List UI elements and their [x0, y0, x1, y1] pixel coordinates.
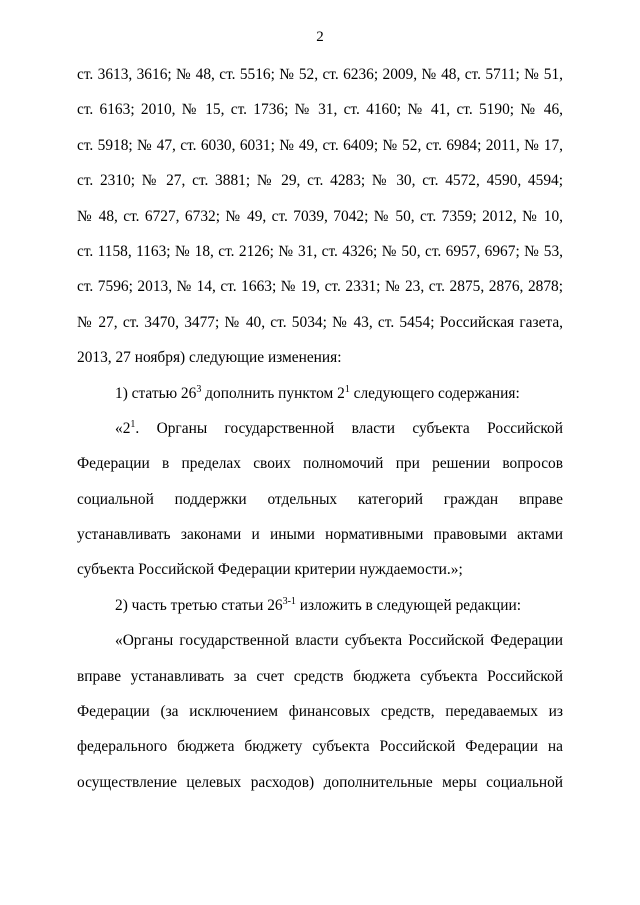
citation-line: ст. 6163; 2010, № 15, ст. 1736; № 31, ст. 4160; № 41, ст. 5190; № 46,: [77, 101, 563, 119]
quote1-line: устанавливать законами и иными нормативными правовыми актами: [77, 526, 563, 544]
citation-line-last: 2013, 27 ноября) следующие изменения:: [77, 349, 342, 367]
citation-line: № 48, ст. 6727, 6732; № 49, ст. 7039, 7042; № 50, ст. 7359; 2012, № 10,: [77, 207, 563, 225]
document-body: [77, 63, 563, 806]
quote1-first-line: [77, 417, 563, 452]
citation-line: ст. 2310; № 27, ст. 3881; № 29, ст. 4283; № 30, ст. 4572, 4590, 4594;: [77, 172, 563, 190]
quote2-line: осуществление целевых расходов) дополнительные меры социальной: [77, 773, 563, 791]
quote2-line: «Органы государственной власти субъекта Российской Федерации: [115, 632, 563, 650]
quote1-line-last: субъекта Российской Федерации критерии нуждаемости.»;: [77, 561, 463, 579]
quote2-line: вправе устанавливать за счет средств бюджета субъекта Российской: [77, 667, 563, 685]
page-number: 2: [316, 29, 324, 45]
item2-prefix: 2) часть третью статьи 26: [115, 596, 283, 614]
citation-line: № 27, ст. 3470, 3477; № 40, ст. 5034; № 43, ст. 5454; Российская газета,: [77, 313, 563, 331]
quote1-line: Федерации в пределах своих полномочий при решении вопросов: [77, 455, 563, 473]
item1-article-superscript: 3: [196, 383, 202, 395]
item1-middle: дополнить пунктом 2: [201, 384, 345, 402]
amendment-item-2: [77, 594, 563, 629]
quote1-line: социальной поддержки отдельных категорий граждан вправе: [77, 490, 563, 508]
quote1-first-line-rest: . Органы государственной власти субъекта Российской: [135, 419, 563, 437]
citation-line: ст. 7596; 2013, № 14, ст. 1663; № 19, ст. 2331; № 23, ст. 2875, 2876, 2878;: [77, 278, 563, 296]
item2-suffix: изложить в следующей редакции:: [295, 596, 522, 614]
quote2-line: Федерации (за исключением финансовых средств, передаваемых из: [77, 703, 563, 721]
amendment-item-1: [77, 382, 563, 417]
item1-prefix: 1) статью 26: [115, 384, 197, 402]
item1-point-superscript: 1: [344, 383, 350, 395]
item2-article-superscript: 3-1: [282, 595, 296, 607]
quote1-open-superscript: 1: [130, 418, 136, 430]
quote1-open: «2: [115, 419, 131, 437]
quote2-line: федерального бюджета бюджету субъекта Российской Федерации на: [77, 738, 563, 756]
item1-suffix: следующего содержания:: [349, 384, 520, 402]
citation-line: ст. 5918; № 47, ст. 6030, 6031; № 49, ст. 6409; № 52, ст. 6984; 2011, № 17,: [77, 136, 563, 154]
citation-line: ст. 1158, 1163; № 18, ст. 2126; № 31, ст. 4326; № 50, ст. 6957, 6967; № 53,: [77, 242, 563, 260]
citation-line: ст. 3613, 3616; № 48, ст. 5516; № 52, ст. 6236; 2009, № 48, ст. 5711; № 51,: [77, 66, 563, 83]
